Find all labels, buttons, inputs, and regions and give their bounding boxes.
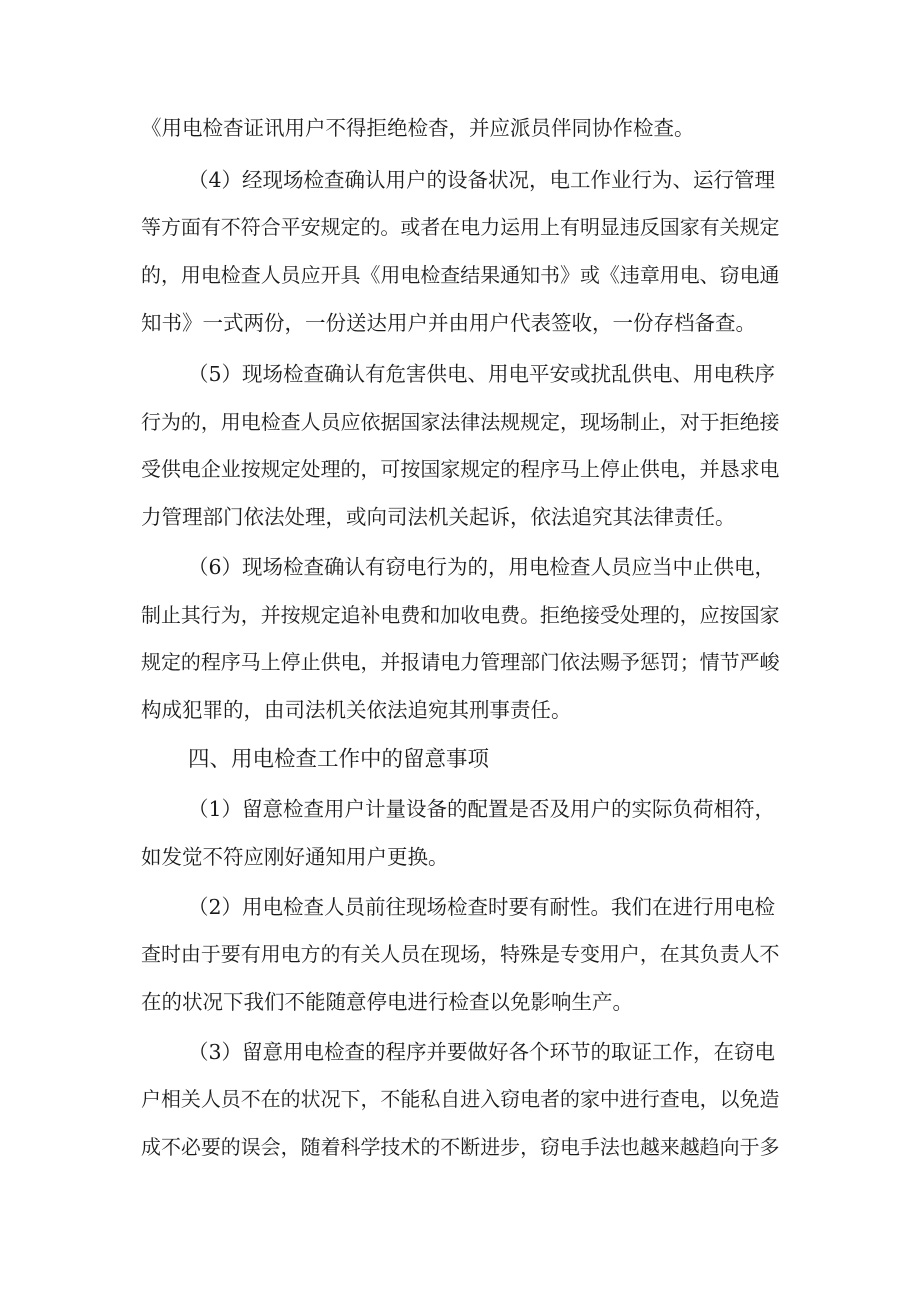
paragraph-first-line <box>0 792 920 826</box>
text-line <box>0 258 920 292</box>
text-line <box>0 645 920 679</box>
line-text: 等方面有不符合平安规定的。或者在电力运用上有明显违反国家有关规定 <box>141 215 780 239</box>
line-text: 在的状况下我们不能随意停电进行检查以免影响生产。 <box>141 990 633 1014</box>
text-line <box>0 1082 920 1116</box>
line-text: （4）经现场检查确认用户的设备状况，电工作业行为、运行管理 <box>188 168 776 192</box>
line-text: 行为的，用电检查人员应依据国家法律法规规定，现场制止，对于拒绝接 <box>141 410 780 434</box>
line-text: 户相关人员不在的状况下，不能私自进入窃电者的家中进行查电，以免造 <box>141 1087 780 1111</box>
text-line <box>0 405 920 439</box>
line-text: 知书》一式两份，一份送达用户并由用户代表签收，一份存档备查。 <box>141 311 756 335</box>
line-text: 构成犯罪的，由司法机关依法追宛其刑事责任。 <box>141 698 572 722</box>
paragraph-first-line <box>0 890 920 924</box>
text-line <box>0 598 920 632</box>
line-text: （3）留意用电检查的程序并要做好各个环节的取证工作，在窃电 <box>188 1040 776 1064</box>
paragraph-first-line <box>0 1035 920 1069</box>
line-text: （5）现场检查确认有危害供电、用电平安或扰乱供电、用电秩序 <box>188 362 776 386</box>
text-line <box>0 452 920 486</box>
text-line <box>0 937 920 971</box>
text-line <box>0 306 920 340</box>
text-line <box>0 693 920 727</box>
line-text: （6）现场检查确认有窃电行为的，用电检查人员应当中止供电， <box>188 555 776 579</box>
line-text: 规定的程序马上停止供电，并报请电力管理部门依法赐予惩罚；情节严峻 <box>141 650 780 674</box>
text-line <box>0 1130 920 1164</box>
line-text: 查时由于要有用电方的有关人员在现场，特殊是专变用户，在其负责人不 <box>141 942 780 966</box>
paragraph-first-line <box>0 357 920 391</box>
paragraph-first-line <box>0 163 920 197</box>
text-line <box>0 210 920 244</box>
line-text: （1）留意检查用户计量设备的配置是否及用户的实际负荷相符， <box>188 797 776 821</box>
section-heading-text: 四、用电检查工作中的留意事项 <box>188 747 490 772</box>
text-line <box>0 840 920 874</box>
line-text: 力管理部门依法处理，或向司法机关起诉，依法追究其法律责任。 <box>141 505 736 529</box>
line-text: 的，用电检查人员应开具《用电检查结果通知书》或《违章用电、窃电通 <box>141 263 780 287</box>
line-text: 受供电企业按规定处理的，可按国家规定的程序马上停止供电，并恳求电 <box>141 457 780 481</box>
text-line <box>0 111 920 145</box>
text-line <box>0 985 920 1019</box>
line-text: 《用电检杳证讯用户不得拒绝检杳，并应派员伴同协作检查。 <box>141 116 695 140</box>
line-text: 成不必要的误会，随着科学技术的不断进步，窃电手法也越来越趋向于多 <box>141 1135 780 1159</box>
line-text: 如发觉不符应刚好通知用户更换。 <box>141 845 449 869</box>
line-text: 制止其行为，并按规定追补电费和加收电费。拒绝接受处理的，应按国家 <box>141 603 780 627</box>
paragraph-first-line <box>0 550 920 584</box>
section-heading <box>0 743 920 777</box>
line-text: （2）用电检查人员前往现场检查时要有耐性。我们在进行用电检 <box>188 895 776 919</box>
text-line <box>0 500 920 534</box>
